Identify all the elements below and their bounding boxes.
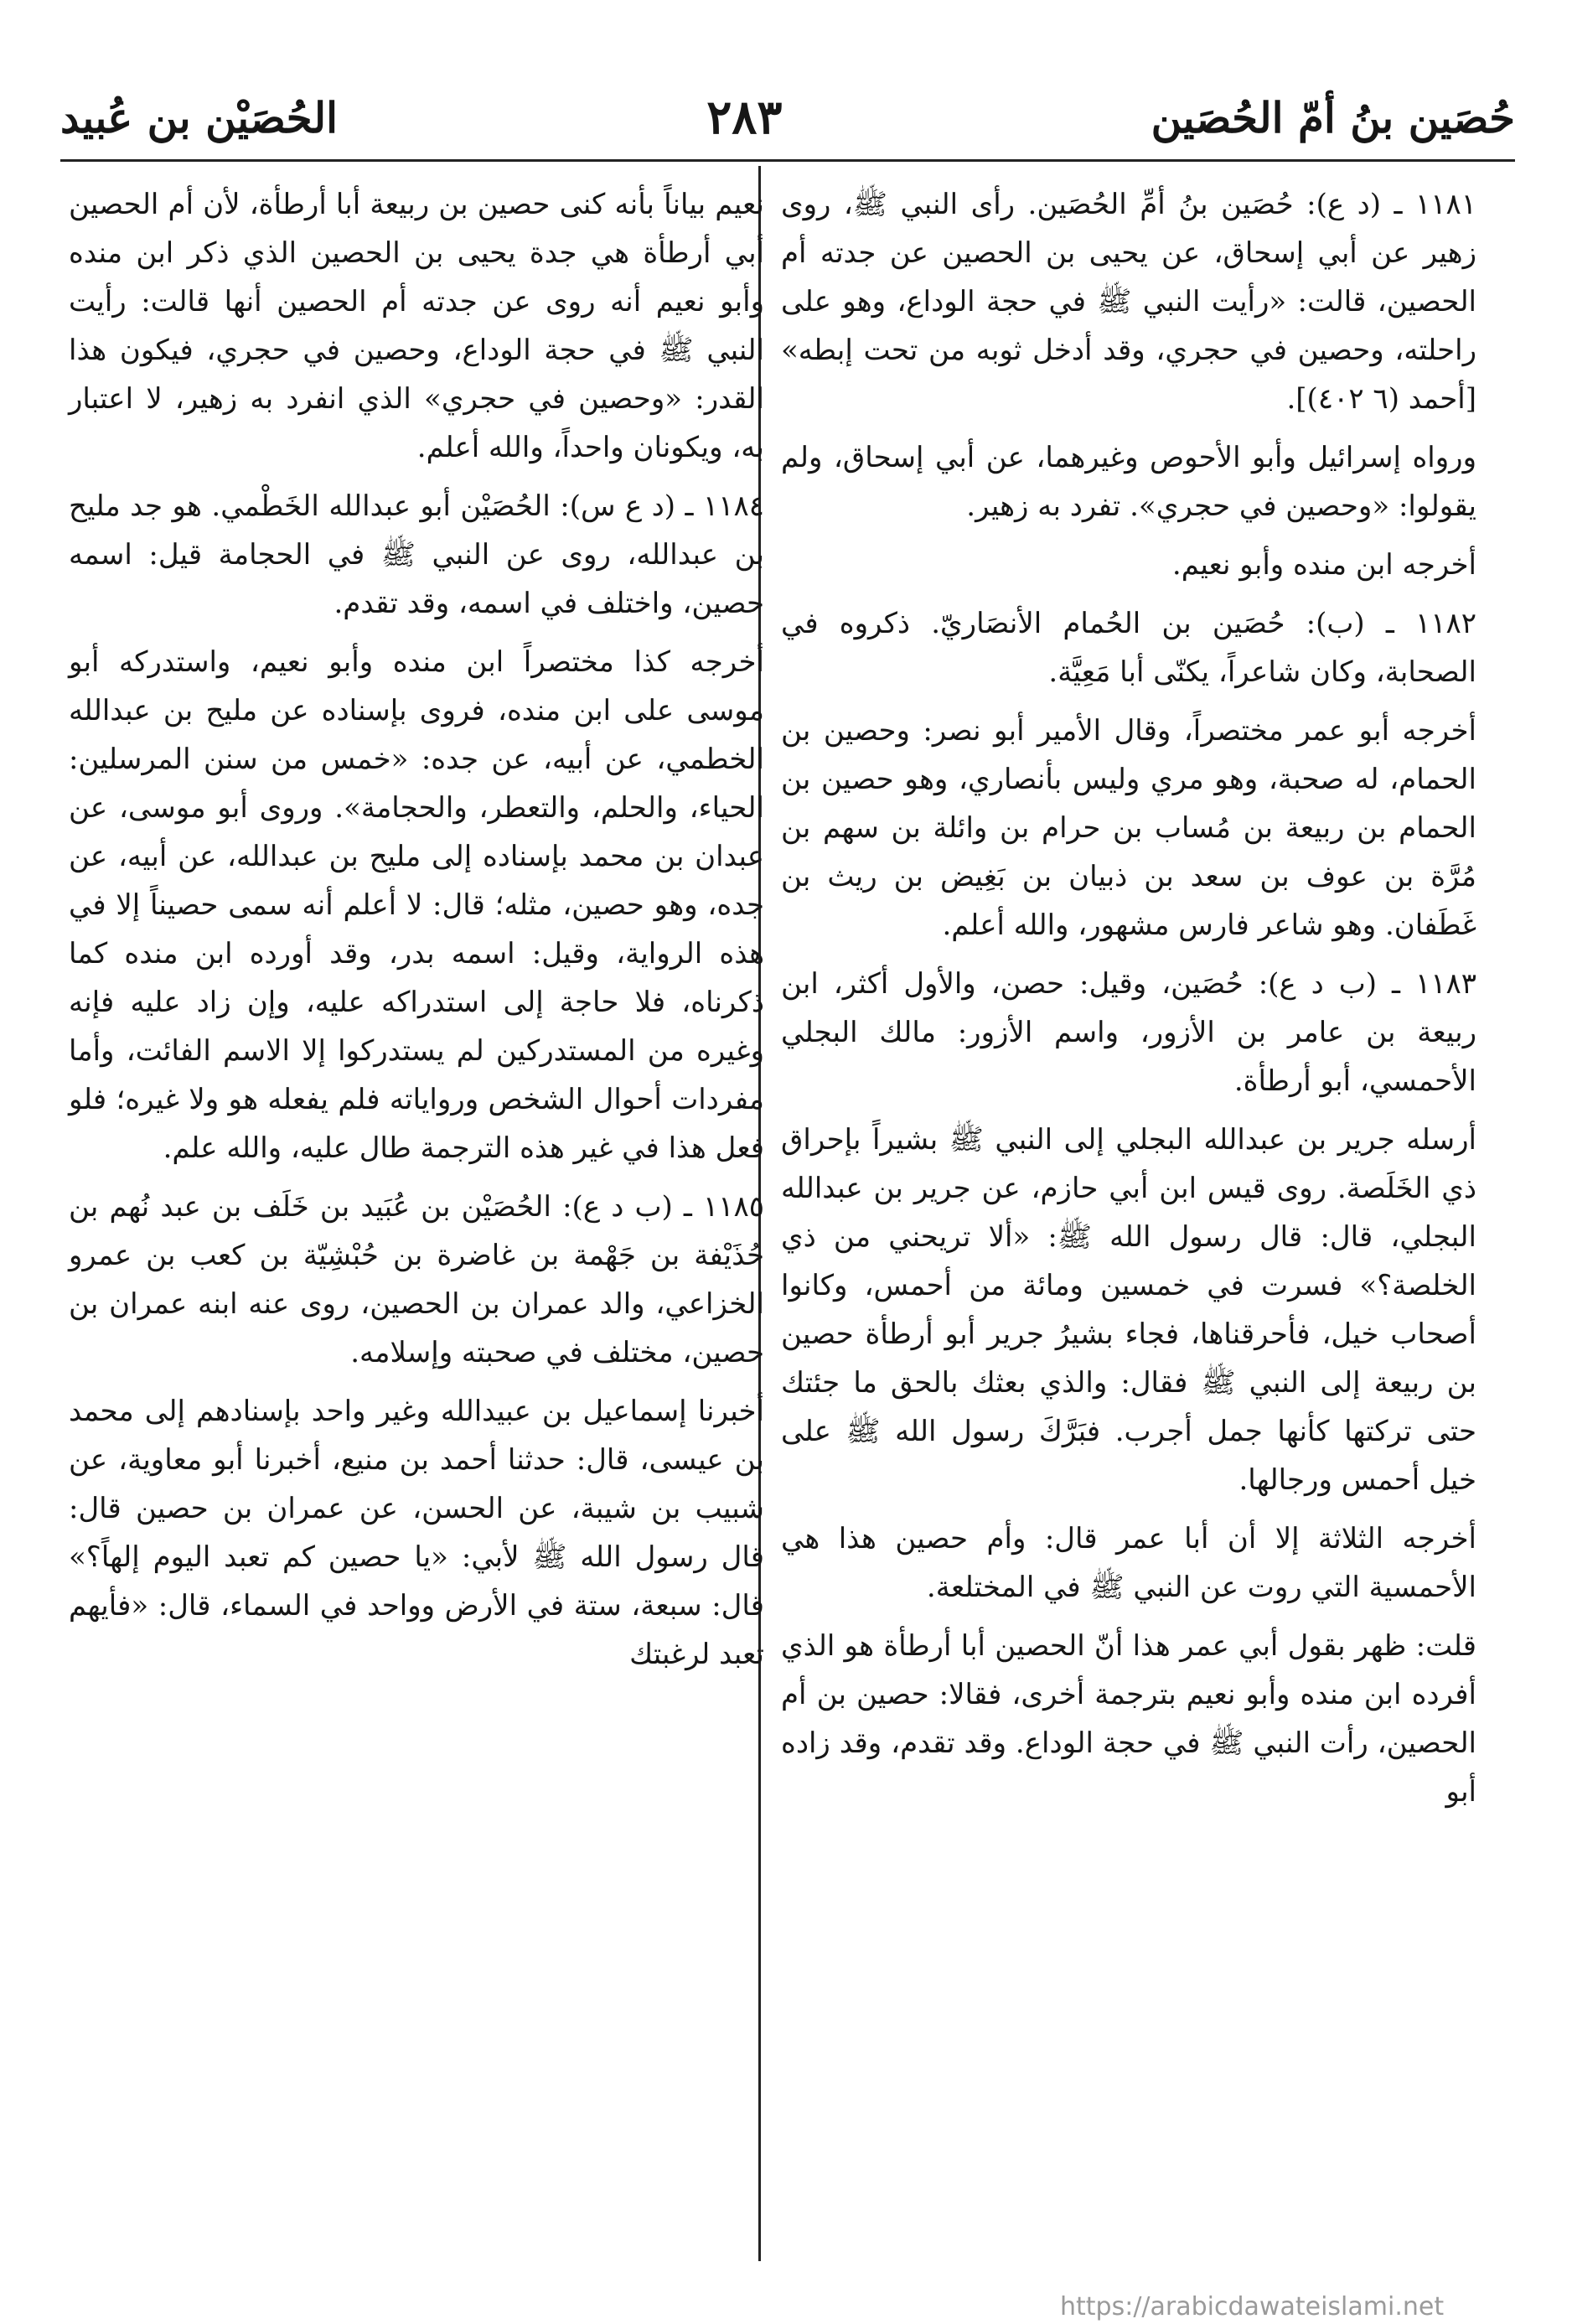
right-column xyxy=(781,180,1476,1826)
running-title-left: الحُصَيْن بن عُبيد xyxy=(60,92,338,142)
running-title-right: حُصَين بنُ أمّ الحُصَين xyxy=(1151,92,1515,142)
paragraph: أخرجه الثلاثة إلا أن أبا عمر قال: وأم حصين هذا هي الأحمسية التي روت عن النبي ﷺ في المختلعة. xyxy=(781,1522,1476,1604)
entry-1182: ١١٨٢ ـ (ب): حُصَين بن الحُمام الأنصَاريّ. ذكروه في الصحابة، وكان شاعراً، يكنّى أبا مَعِيَّة. xyxy=(781,607,1476,689)
paragraph: أخبرنا إسماعيل بن عبيدالله وغير واحد بإسنادهم إلى محمد بن عيسى، قال: حدثنا أحمد بن منيع، أخبرنا أبو معاوية، عن شبيب بن شيبة، عن الحسن، عن عمران بن حصين قال: قال رسول الله ﷺ لأبي: «يا حصين كم تعبد اليوم إلهاً؟» قال: سبعة، ستة في الأرض وواحد في السماء، قال: «فأيهم تعبد لرغبتك xyxy=(69,1395,764,1671)
paragraph: نعيم بياناً بأنه كنى حصين بن ربيعة أبا أرطأة، لأن أم الحصين أبي أرطأة هي جدة يحيى بن الحصين الذي ذكر ابن منده وأبو نعيم أنه روى عن جدته أم الحصين أنها قالت: رأيت النبي ﷺ في حجة الوداع، وحصين في حجري، فيكون هذا القدر: «وحصين في حجري» الذي انفرد به زهير، لا اعتبار به، ويكونان واحداً، والله أعلم. xyxy=(69,188,764,464)
paragraph: أرسله جرير بن عبدالله البجلي إلى النبي ﷺ بشيراً بإحراق ذي الخَلَصة. روى قيس ابن أبي حازم، عن جرير بن عبدالله البجلي، قال: قال رسول الله ﷺ: «ألا تريحني من ذي الخلصة؟» فسرت في خمسين ومائة من أحمس، وكانوا أصحاب خيل، فأحرقناها، فجاء بشيرُ جرير أبو أرطأة حصين بن ربيعة إلى النبي ﷺ فقال: والذي بعثك بالحق ما جئتك حتى تركتها كأنها جمل أجرب. فبَرَّكَ رسول الله ﷺ على خيل أحمس ورجالها. xyxy=(781,1123,1476,1497)
entry-1181: ١١٨١ ـ (د ع): حُصَين بنُ أمِّ الحُصَين. رأى النبي ﷺ، روى زهير عن أبي إسحاق، عن يحيى بن الحصين عن جدته أم الحصين، قالت: «رأيت النبي ﷺ في حجة الوداع، وهو على راحلته، وحصين في حجري، وقد أدخل ثوبه من تحت إبطه» [أحمد (٦ ٤٠٢)]. xyxy=(781,188,1476,416)
entry-1184: ١١٨٤ ـ (د ع س): الحُصَيْن أبو عبدالله الخَطْمي. هو جد مليح بن عبدالله، روى عن النبي ﷺ في الحجامة قيل: اسمه حصين، واختلف في اسمه، وقد تقدم. xyxy=(69,489,764,620)
header-rule xyxy=(60,159,1515,162)
entry-1183: ١١٨٣ ـ (ب د ع): حُصَين، وقيل: حصن، والأول أكثر، ابن ربيعة بن عامر بن الأزور، واسم الأزور: مالك البجلي الأحمسي، أبو أرطأة. xyxy=(781,967,1476,1098)
paragraph: قلت: ظهر بقول أبي عمر هذا أنّ الحصين أبا أرطأة هو الذي أفرده ابن منده وأبو نعيم بترجمة أخرى، فقالا: حصين بن أم الحصين، رأت النبي ﷺ في حجة الوداع. وقد تقدم، وقد زاده أبو xyxy=(781,1629,1476,1809)
paragraph: أخرجه ابن منده وأبو نعيم. xyxy=(1171,548,1476,582)
watermark-url: https://arabicdawateislami.net xyxy=(1060,2292,1445,2321)
entry-1185: ١١٨٥ ـ (ب د ع): الحُصَيْن بن عُبَيد بن خَلَف بن عبد نُهم بن حُذَيْفة بن جَهْمة بن غاضرة بن حُبْشِيّة بن كعب بن عمرو الخزاعي، والد عمران بن الحصين، روى عنه ابنه عمران بن حصين، مختلف في صحبته وإسلامه. xyxy=(69,1190,764,1369)
left-column xyxy=(69,180,764,1689)
page-number: ٢٨٣ xyxy=(706,90,783,145)
paragraph: أخرجه أبو عمر مختصراً، وقال الأمير أبو نصر: وحصين بن الحمام، له صحبة، وهو مري وليس بأنصاري، وهو حصين بن الحمام بن ربيعة بن مُساب بن حرام بن وائلة بن سهم بن مُرَّة بن عوف بن سعد بن ذبيان بن بَغِيض بن ريث بن غَطَفان. وهو شاعر فارس مشهور، والله أعلم. xyxy=(781,714,1476,942)
paragraph: ورواه إسرائيل وأبو الأحوص وغيرهما، عن أبي إسحاق، ولم يقولوا: «وحصين في حجري». تفرد به زهير. xyxy=(781,441,1476,523)
page-header xyxy=(60,80,1515,155)
paragraph: أخرجه كذا مختصراً ابن منده وأبو نعيم، واستدركه أبو موسى على ابن منده، فروى بإسناده عن مليح بن عبدالله الخطمي، عن أبيه، عن جده: «خمس من سنن المرسلين: الحياء، والحلم، والتعطر، والحجامة». وروى أبو موسى، عن عبدان بن محمد بإسناده إلى مليح بن عبدالله، عن أبيه، عن جده، وهو حصين، مثله؛ قال: لا أعلم أنه سمى حصيناً إلا في هذه الرواية، وقيل: اسمه بدر، وقد أورده ابن منده كما ذكرناه، فلا حاجة إلى استدراكه عليه، وإن زاد عليه فإنه وغيره من المستدركين لم يستدركوا إلا الاسم الفائت، وأما مفردات أحوال الشخص ورواياته فلم يفعله هو ولا غيره؛ فلو فعل هذا في غير هذه الترجمة طال عليه، والله علم. xyxy=(69,645,764,1165)
